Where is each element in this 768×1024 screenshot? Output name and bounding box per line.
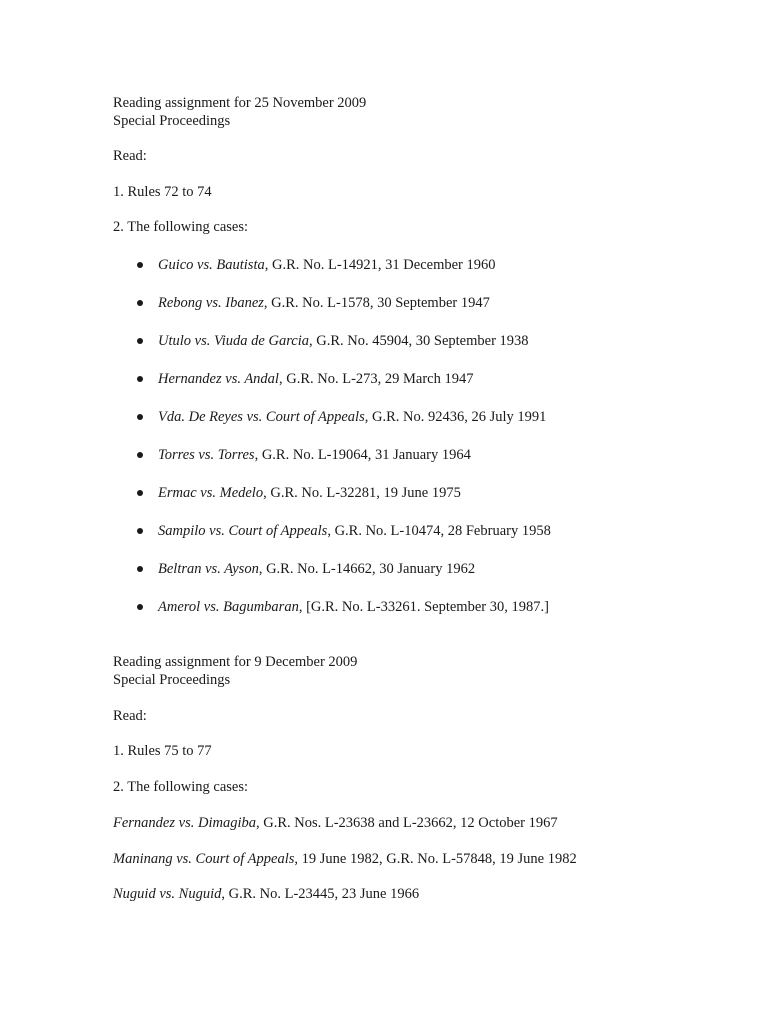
case-list-item xyxy=(158,294,490,312)
case-name: Amerol vs. Bagumbaran xyxy=(158,599,299,615)
case-name: Utulo vs. Viuda de Garcia xyxy=(158,333,310,349)
bullet-icon xyxy=(137,262,143,268)
bullet-icon xyxy=(137,338,143,344)
case-list-item xyxy=(158,256,495,274)
case-name: Guico vs. Bautista xyxy=(158,257,265,273)
case-list-item xyxy=(158,446,471,464)
case-citation: , G.R. No. L-10474, 28 February 1958 xyxy=(327,523,551,539)
bullet-icon xyxy=(137,452,143,458)
section2-item-rules: 1. Rules 75 to 77 xyxy=(113,743,212,759)
case-citation: , G.R. No. L-14921, 31 December 1960 xyxy=(264,257,496,273)
case-name: Rebong vs. Ibanez xyxy=(158,295,264,311)
section2-subheading: Special Proceedings xyxy=(113,672,231,688)
case-citation: , G.R. No. L-1578, 30 September 1947 xyxy=(263,295,490,311)
case-citation: , G.R. Nos. L-23638 and L-23662, 12 October 1967 xyxy=(255,815,558,831)
bullet-icon xyxy=(137,566,143,572)
case-list-item xyxy=(158,332,529,350)
case-list-item xyxy=(158,522,551,540)
section2-case-entry xyxy=(113,814,558,832)
case-citation: , G.R. No. 45904, 30 September 1938 xyxy=(309,333,529,349)
case-citation: , [G.R. No. L-33261. September 30, 1987.] xyxy=(298,599,549,615)
section1-read-label: Read: xyxy=(113,148,147,164)
case-citation: , G.R. No. L-273, 29 March 1947 xyxy=(278,371,474,387)
case-citation: , G.R. No. 92436, 26 July 1991 xyxy=(364,409,547,425)
case-name: Beltran vs. Ayson xyxy=(158,561,259,577)
case-name: Maninang vs. Court of Appeals xyxy=(113,851,295,867)
case-name: Hernandez vs. Andal xyxy=(158,371,279,387)
section1-item-cases: 2. The following cases: xyxy=(113,219,249,235)
case-list-item xyxy=(158,560,475,578)
bullet-icon xyxy=(137,604,143,610)
section2-heading: Reading assignment for 9 December 2009 xyxy=(113,654,358,670)
case-name: Torres vs. Torres xyxy=(158,447,255,463)
case-citation: , G.R. No. L-23445, 23 June 1966 xyxy=(221,886,420,902)
bullet-icon xyxy=(137,490,143,496)
case-list-item xyxy=(158,408,546,426)
section1-heading: Reading assignment for 25 November 2009 xyxy=(113,95,367,111)
case-citation: , G.R. No. L-14662, 30 January 1962 xyxy=(258,561,476,577)
case-list-item xyxy=(158,598,549,616)
bullet-icon xyxy=(137,300,143,306)
case-name: Fernandez vs. Dimagiba xyxy=(113,815,256,831)
bullet-icon xyxy=(137,414,143,420)
case-citation: , G.R. No. L-19064, 31 January 1964 xyxy=(254,447,471,463)
section1-subheading: Special Proceedings xyxy=(113,113,231,129)
section2-case-entry xyxy=(113,850,577,868)
case-name: Ermac vs. Medelo xyxy=(158,485,264,501)
section1-item-rules: 1. Rules 72 to 74 xyxy=(113,184,212,200)
section2-item-cases: 2. The following cases: xyxy=(113,779,249,795)
case-name: Vda. De Reyes vs. Court of Appeals xyxy=(158,409,365,425)
case-name: Nuguid vs. Nuguid xyxy=(113,886,222,902)
case-list-item xyxy=(158,370,474,388)
case-citation: , G.R. No. L-32281, 19 June 1975 xyxy=(263,485,461,501)
section2-read-label: Read: xyxy=(113,708,147,724)
section2-case-entry xyxy=(113,885,419,903)
case-list-item xyxy=(158,484,461,502)
bullet-icon xyxy=(137,376,143,382)
case-citation: , 19 June 1982, G.R. No. L-57848, 19 June 1982 xyxy=(294,851,577,867)
bullet-icon xyxy=(137,528,143,534)
case-name: Sampilo vs. Court of Appeals xyxy=(158,523,328,539)
